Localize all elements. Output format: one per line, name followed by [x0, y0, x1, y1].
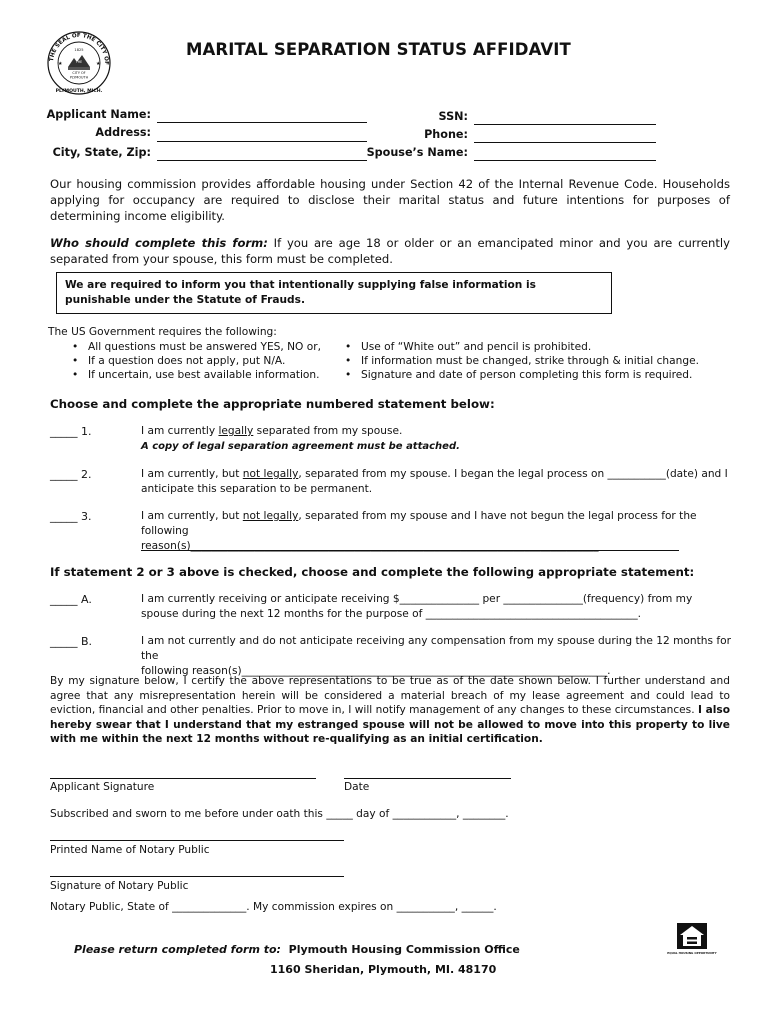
statement-3-part: I am currently, but: [141, 510, 243, 522]
statement-1-text: [141, 424, 721, 454]
statement-1-part: separated from my spouse.: [253, 425, 403, 437]
statement-3-part: reason(s)_____________________________________________________________________________: [141, 540, 599, 552]
who-should-complete: [50, 235, 730, 267]
statement-b-part: following reason(s)_____________________________________________________________________.: [141, 665, 611, 677]
return-address: 1160 Sheridan, Plymouth, MI. 48170: [270, 963, 497, 976]
spouse-name-label: Spouse’s Name:: [366, 146, 468, 159]
section1-heading: Choose and complete the appropriate numbered statement below:: [50, 397, 495, 411]
statement-2-part: anticipate this separation to be permanent.: [141, 483, 373, 495]
notary-signature-label: Signature of Notary Public: [50, 880, 189, 892]
list-item: • If a question does not apply, put N/A.: [66, 354, 346, 368]
statement-2-part: I am currently, but: [141, 468, 243, 480]
applicant-name-label: Applicant Name:: [46, 108, 151, 121]
printed-notary-label: Printed Name of Notary Public: [50, 844, 210, 856]
printed-notary-line[interactable]: [50, 840, 344, 841]
date-line[interactable]: [344, 778, 511, 779]
list-item: • If uncertain, use best available information.: [66, 368, 346, 382]
section2-heading: If statement 2 or 3 above is checked, choose and complete the following appropriate statement:: [50, 565, 695, 579]
statement-2-underlined: not legally: [242, 468, 299, 480]
page-title: MARITAL SEPARATION STATUS AFFIDAVIT: [186, 40, 571, 59]
statement-3-text: [141, 509, 731, 554]
statement-a-checkbox[interactable]: _____ A.: [50, 593, 92, 606]
statement-1-part: I am currently: [141, 425, 219, 437]
svg-text:★: ★: [58, 61, 63, 67]
statement-3-extra-line[interactable]: [141, 550, 679, 551]
statement-a-text: [141, 592, 731, 622]
notary-signature-line[interactable]: [50, 876, 344, 877]
ssn-field[interactable]: [474, 124, 656, 125]
address-field[interactable]: [157, 141, 367, 142]
equal-housing-icon: [667, 922, 717, 956]
seal-inner-mid: CITY OF: [72, 71, 86, 75]
notary-state-line: Notary Public, State of ______________. My commission expires on ___________, ______.: [50, 901, 497, 913]
equal-housing-caption: EQUAL HOUSING OPPORTUNITY: [667, 951, 717, 955]
statement-3-underlined: not legally: [242, 510, 299, 522]
return-office: Plymouth Housing Commission Office: [288, 943, 520, 956]
who-text: If you are age 18 or older or an emancipated minor and you are currently separated from your spouse, this form must be completed.: [50, 236, 730, 266]
statement-3-part: , separated from my spouse and I have not begun the legal process for the following: [141, 510, 697, 537]
spouse-name-field[interactable]: [474, 160, 656, 161]
sworn-statement: Subscribed and sworn to me before under oath this _____ day of ____________, ________.: [50, 808, 509, 820]
city-seal: [46, 30, 112, 96]
statement-b-text: [141, 634, 731, 679]
phone-label: Phone:: [424, 128, 468, 141]
return-instruction: [74, 943, 520, 956]
statement-2-text: [141, 467, 731, 497]
statement-a-part: spouse during the next 12 months for the purpose of ________________________________________.: [141, 608, 642, 620]
phone-field[interactable]: [474, 142, 656, 143]
date-label: Date: [344, 781, 370, 793]
statement-1-checkbox[interactable]: _____ 1.: [50, 425, 92, 438]
certification-paragraph: [50, 674, 730, 747]
statement-2-part: , separated from my spouse. I began the legal process on ___________(date) and I: [298, 468, 728, 480]
seal-year: 1825: [74, 48, 84, 52]
city-state-zip-field[interactable]: [157, 160, 367, 161]
warning-box: We are required to inform you that intentionally supplying false information is punishable under the Statute of Frauds.: [56, 272, 612, 314]
certification-bold-text: I also hereby swear that I understand that my estranged spouse will not be allowed to move into this property to live with me within the next 12 months without re-qualifying as an initial certification.: [50, 704, 730, 745]
statement-b-part: I am not currently and do not anticipate receiving any compensation from my spouse during the 12 months for the: [141, 635, 731, 662]
list-item: • Signature and date of person completing this form is required.: [339, 368, 719, 382]
certification-text: By my signature below, I certify the above representations to be true as of the date shown below. I further understand and agree that any misrepresentation herein will be considered a material breach of my lease agreement and could lead to eviction, financial and other penalties. Prior to move in, I will notify management of any changes to these circumstances.: [50, 675, 730, 716]
city-state-zip-label: City, State, Zip:: [52, 146, 151, 159]
ssn-label: SSN:: [438, 110, 468, 123]
list-item: • All questions must be answered YES, NO or,: [66, 340, 346, 354]
seal-inner-top: THE: [75, 60, 83, 64]
seal-city: PLYMOUTH, MICH.: [55, 89, 103, 94]
return-label: Please return completed form to:: [74, 943, 281, 956]
svg-text:★: ★: [96, 61, 101, 67]
statement-2-checkbox[interactable]: _____ 2.: [50, 468, 92, 481]
address-label: Address:: [95, 126, 151, 139]
statement-1-note: A copy of legal separation agreement must be attached.: [141, 441, 460, 452]
applicant-signature-line[interactable]: [50, 778, 316, 779]
statement-1-underlined: legally: [218, 425, 254, 437]
applicant-name-field[interactable]: [157, 122, 367, 123]
statement-b-checkbox[interactable]: _____ B.: [50, 635, 93, 648]
list-item: • Use of “White out” and pencil is prohibited.: [339, 340, 719, 354]
seal-inner-bot: PLYMOUTH: [69, 75, 89, 80]
requirements-right-list: [339, 340, 719, 382]
statement-a-part: I am currently receiving or anticipate receiving $_______________ per _______________(frequency) from my: [141, 593, 693, 605]
intro-paragraph: Our housing commission provides affordable housing under Section 42 of the Internal Revenue Code. Households applying for occupancy are required to disclose their marital status and future intentions for purposes of determining income eligibility.: [50, 177, 730, 223]
applicant-signature-label: Applicant Signature: [50, 781, 155, 793]
seal-ring-text: THE SEAL OF THE CITY OF: [49, 32, 110, 65]
requirements-left-list: [66, 340, 346, 382]
list-item: • If information must be changed, strike through & initial change.: [339, 354, 719, 368]
requirements-heading: The US Government requires the following:: [48, 326, 277, 338]
who-label: Who should complete this form:: [50, 236, 268, 250]
statement-3-checkbox[interactable]: _____ 3.: [50, 510, 92, 523]
